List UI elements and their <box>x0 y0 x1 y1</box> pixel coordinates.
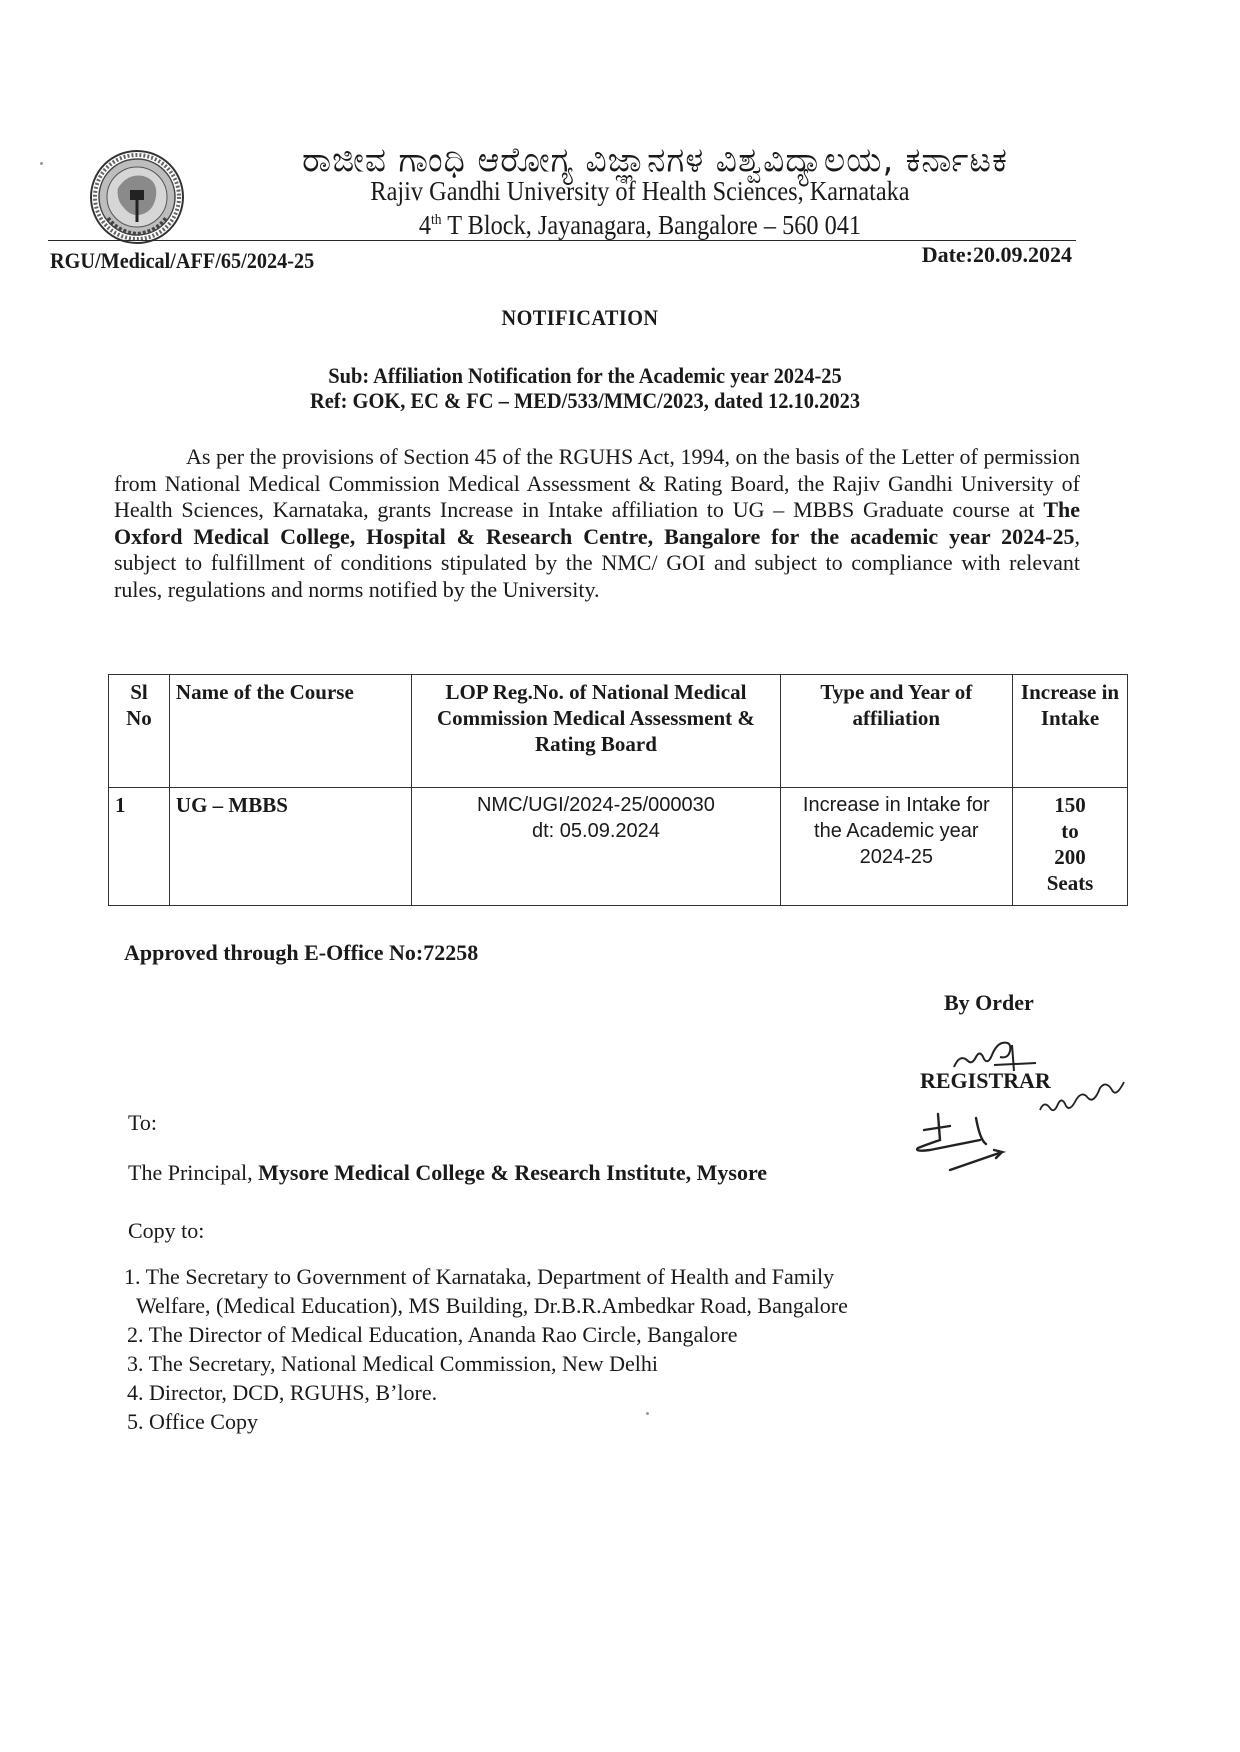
intake-from: 150 <box>1054 793 1086 817</box>
header-sl-no: Sl No <box>109 675 170 788</box>
body-text-1: As per the provisions of Section 45 of the RGUHS Act, 1994, on the basis of the Letter of permission from National Medical Commission Medical Assessment & Rating Board, the Rajiv Gandhi University of Health Sciences, Karnataka, grants Increase in Intake affiliation to UG – MBBS Graduate course at <box>114 444 1080 522</box>
scan-speck <box>40 162 43 165</box>
list-item <box>124 1378 1024 1407</box>
list-item-text: Director, DCD, RGUHS, B’lore. <box>149 1380 438 1405</box>
affiliation-table <box>108 674 1128 906</box>
list-item-text: The Secretary to Government of Karnataka, Department of Health and Family <box>145 1264 835 1289</box>
header-divider <box>48 240 1076 241</box>
list-item-text: The Secretary, National Medical Commission, New Delhi <box>148 1351 658 1376</box>
address-number: 4 <box>418 210 432 240</box>
list-item-number: 4. <box>127 1380 144 1405</box>
to-label: To: <box>128 1110 158 1135</box>
initials-mark-icon <box>910 1100 1010 1175</box>
reference-line: Ref: GOK, EC & FC – MED/533/MMC/2023, dated 12.10.2023 <box>309 388 861 413</box>
body-text-2: , subject to fulfillment of conditions stipulated by the NMC/ GOI and subject to compliance with relevant rules, regulations and norms notified by the University. <box>114 523 1080 602</box>
university-address <box>334 210 946 241</box>
cell-type-year: Increase in Intake for the Academic year 2024-25 <box>780 788 1013 906</box>
list-item-text-continued: Welfare, (Medical Education), MS Building, Dr.B.R.Ambedkar Road, Bangalore <box>136 1293 848 1318</box>
header-type-year: Type and Year of affiliation <box>780 675 1013 788</box>
address-rest: T Block, Jayanagara, Bangalore – 560 041 <box>441 210 862 240</box>
reference-number: RGU/Medical/AFF/65/2024-25 <box>50 248 315 273</box>
header-increase-intake: Increase in Intake <box>1013 675 1128 788</box>
list-item-number: 1. <box>124 1264 141 1289</box>
list-item <box>124 1320 1024 1349</box>
list-item-number: 2. <box>127 1322 144 1347</box>
recipient-title: The Principal, <box>128 1160 259 1185</box>
document-date: Date:20.09.2024 <box>921 242 1072 267</box>
cell-sl-no: 1 <box>109 788 170 906</box>
address-superscript: th <box>431 212 442 228</box>
list-item <box>124 1262 1024 1320</box>
table-row <box>109 788 1128 906</box>
lop-reg-number: NMC/UGI/2024-25/000030 <box>476 794 715 816</box>
recipient-institution: Mysore Medical College & Research Institute, Mysore <box>258 1160 768 1185</box>
university-name-kannada: ರಾಜೀವ ಗಾಂಧಿ ಆರೋಗ್ಯ ವಿಜ್ಞಾನಗಳ ವಿಶ್ವವಿದ್ಯಾಲಯ, ಕರ್ನಾಟಕ <box>302 139 1008 180</box>
header-lop-reg: LOP Reg.No. of National Medical Commission Medical Assessment & Rating Board <box>412 675 780 788</box>
recipient <box>128 1160 767 1186</box>
approval-note: Approved through E-Office No:72258 <box>124 940 479 965</box>
body-paragraph <box>114 444 1080 603</box>
university-name: Rajiv Gandhi University of Health Sciences, Karnataka <box>370 176 910 206</box>
scan-speck <box>646 1412 649 1415</box>
copy-to-label: Copy to: <box>128 1218 205 1243</box>
list-item-number: 5. <box>127 1409 144 1434</box>
list-item-text: The Director of Medical Education, Ananda Rao Circle, Bangalore <box>148 1322 738 1347</box>
header-course-name: Name of the Course <box>169 675 411 788</box>
list-item <box>124 1407 1024 1436</box>
by-order-label: By Order <box>944 990 1034 1015</box>
list-item-number: 3. <box>127 1351 144 1376</box>
intake-to-word: to <box>1061 819 1079 843</box>
table-header-row <box>109 675 1128 788</box>
lop-date: dt: 05.09.2024 <box>531 820 660 842</box>
cell-course: UG – MBBS <box>169 788 411 906</box>
document-title: NOTIFICATION <box>501 305 659 330</box>
cell-lop <box>412 788 780 906</box>
list-item <box>124 1349 1024 1378</box>
intake-unit: Seats <box>1046 871 1094 895</box>
subject-line: Sub: Affiliation Notification for the Academic year 2024-25 <box>328 363 842 388</box>
body-text-bold: The Oxford Medical College, Hospital & Research Centre, Bangalore for the academic year 2024-25 <box>114 497 1080 549</box>
registrar-designation: REGISTRAR <box>920 1068 1051 1093</box>
copy-to-list <box>124 1262 1024 1436</box>
cell-intake <box>1013 788 1128 906</box>
university-seal-icon <box>88 148 186 246</box>
intake-to: 200 <box>1054 845 1086 869</box>
list-item-text: Office Copy <box>149 1409 258 1434</box>
initials-signature-icon <box>1036 1070 1136 1120</box>
